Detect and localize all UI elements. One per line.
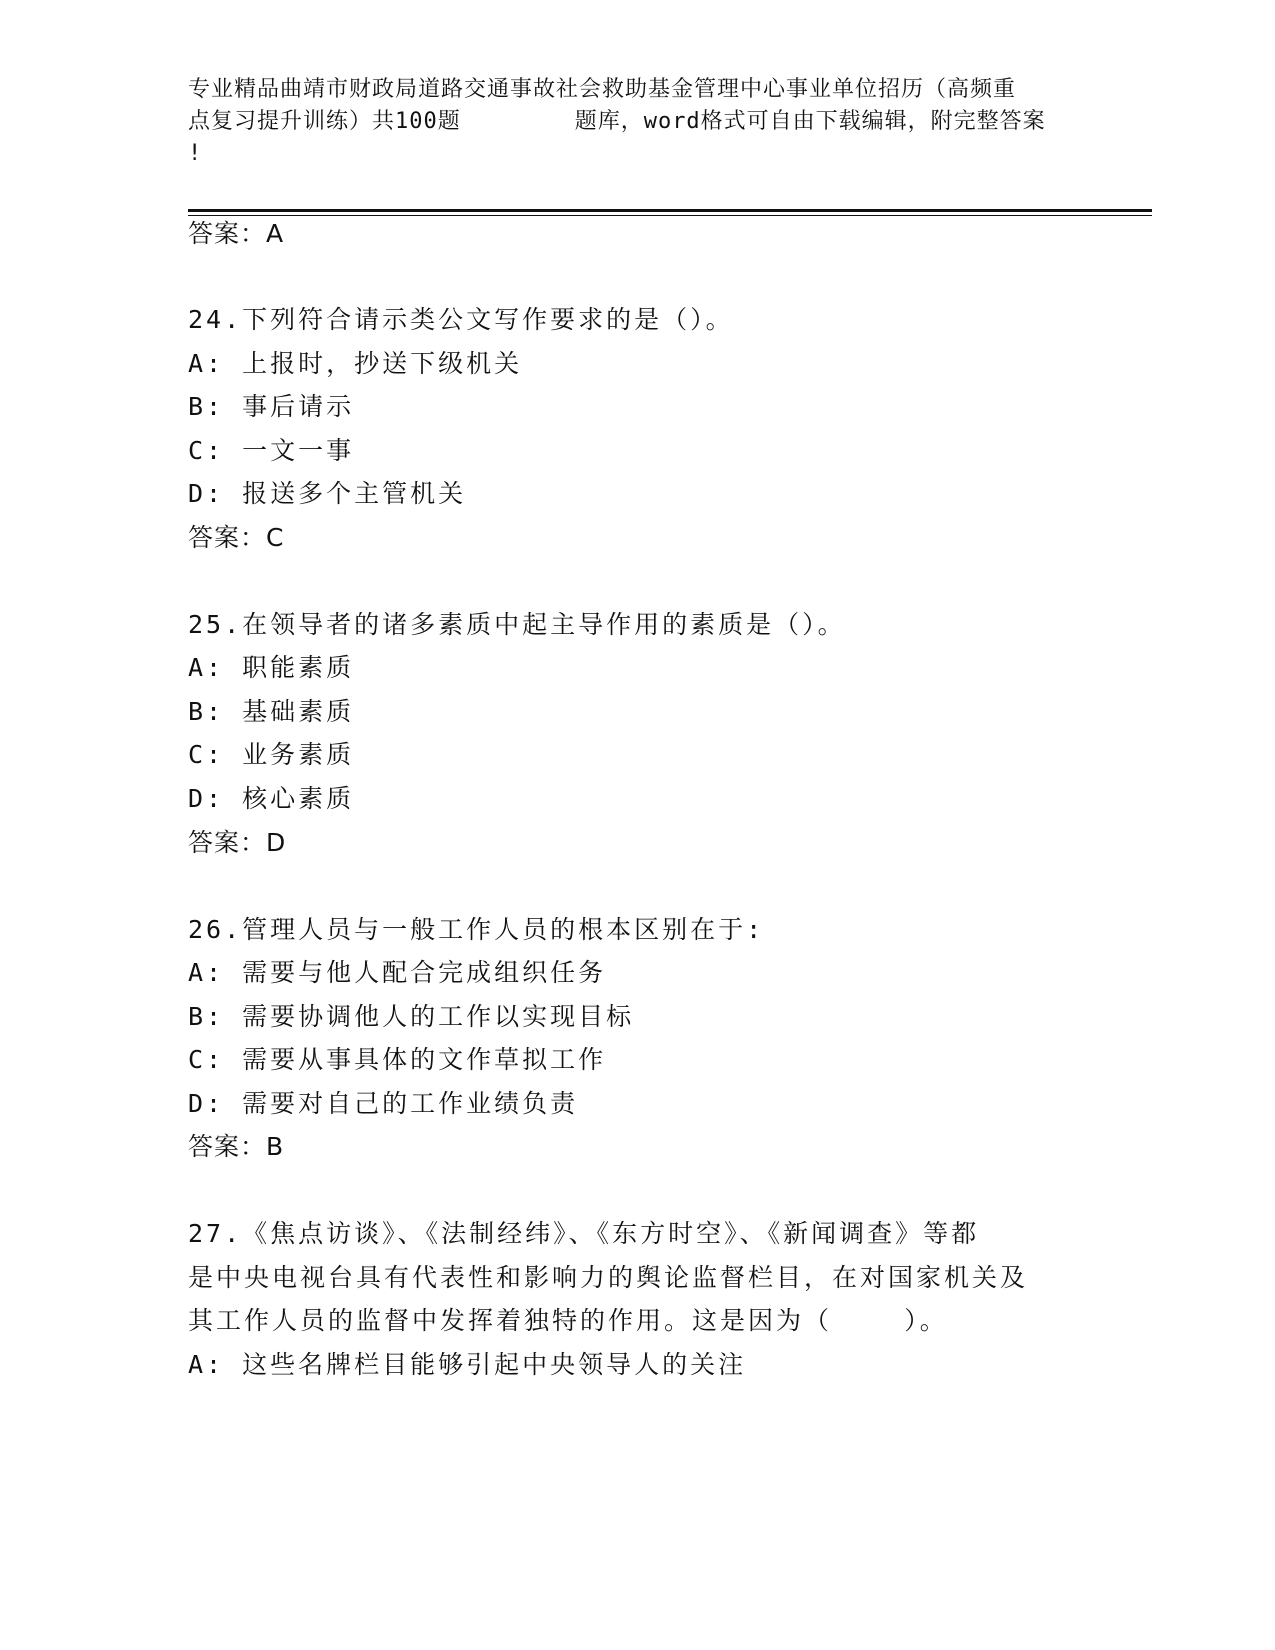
header-title-line-3: !	[188, 141, 203, 166]
question-27-stem-line-1: 27.《焦点访谈》、《法制经纬》、《东方时空》、《新闻调查》等都	[188, 1219, 980, 1248]
header-divider-thick	[188, 209, 1152, 212]
question-26-stem: 26.管理人员与一般工作人员的根本区别在于:	[188, 915, 765, 944]
question-25-option-a: A: 职能素质	[188, 653, 355, 682]
header-title-line-2: 点复习提升训练）共100题 题库，word格式可自由下载编辑，附完整答案	[188, 109, 1046, 134]
question-24-option-a: A: 上报时，抄送下级机关	[188, 349, 523, 378]
question-27-stem-line-2: 是中央电视台具有代表性和影响力的舆论监督栏目，在对国家机关及	[188, 1263, 1029, 1292]
question-26-option-d: D: 需要对自己的工作业绩负责	[188, 1089, 579, 1118]
question-25-option-d: D: 核心素质	[188, 784, 355, 813]
question-24-option-b: B: 事后请示	[188, 392, 355, 421]
question-24-option-d: D: 报送多个主管机关	[188, 479, 467, 508]
question-26-answer: 答案：B	[188, 1132, 285, 1161]
question-26-option-c: C: 需要从事具体的文作草拟工作	[188, 1045, 607, 1074]
question-27-stem-line-3: 其工作人员的监督中发挥着独特的作用。这是因为（ ）。	[188, 1306, 948, 1335]
header-title-line-1: 专业精品曲靖市财政局道路交通事故社会救助基金管理中心事业单位招历（高频重	[188, 77, 1017, 102]
previous-question-answer: 答案：A	[188, 219, 285, 248]
question-26-option-a: A: 需要与他人配合完成组织任务	[188, 958, 607, 987]
header-divider-thin	[188, 215, 1152, 216]
question-24-stem: 24.下列符合请示类公文写作要求的是（）。	[188, 305, 734, 334]
question-24-option-c: C: 一文一事	[188, 436, 355, 465]
question-25-option-b: B: 基础素质	[188, 697, 355, 726]
question-24-answer: 答案：C	[188, 523, 285, 552]
question-25-stem: 25.在领导者的诸多素质中起主导作用的素质是（）。	[188, 610, 846, 639]
question-27-option-a: A: 这些名牌栏目能够引起中央领导人的关注	[188, 1350, 747, 1379]
question-25-option-c: C: 业务素质	[188, 740, 355, 769]
document-header	[188, 74, 1088, 170]
question-25-answer: 答案：D	[188, 828, 287, 857]
question-26-option-b: B: 需要协调他人的工作以实现目标	[188, 1002, 635, 1031]
